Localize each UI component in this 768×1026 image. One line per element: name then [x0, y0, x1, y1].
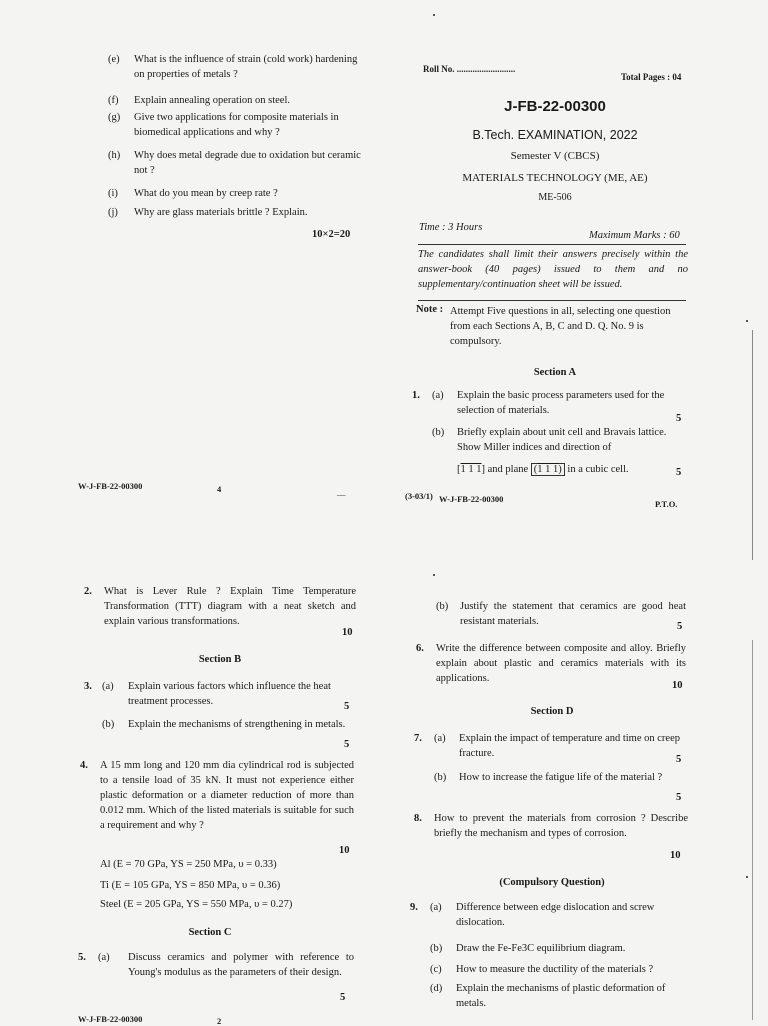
marks: 10: [670, 850, 681, 861]
question-text: How to increase the fatigue life of the material ?: [459, 772, 663, 783]
sub-number: (a): [98, 952, 110, 963]
exam-title: B.Tech. EXAMINATION, 2022: [472, 128, 638, 142]
scan-dot: [746, 320, 748, 322]
divider-bottom: [418, 300, 686, 301]
direction-indices: 1 1 1: [460, 464, 482, 475]
question-text: Explain the mechanisms of plastic deformation of metals.: [456, 983, 666, 1009]
marks-distribution: 10×2=20: [312, 229, 351, 240]
semester: Semester V (CBCS): [510, 150, 600, 162]
compulsory-heading: (Compulsory Question): [499, 877, 605, 888]
question-text: Explain the impact of temperature and time on creep fracture.: [459, 733, 680, 759]
question-number: 6.: [416, 643, 424, 654]
sub-number: (a): [430, 902, 442, 913]
marks: 10: [342, 627, 353, 638]
roll-number: Roll No. ..........................: [423, 64, 516, 74]
question-number: 5.: [78, 952, 86, 963]
marks: 10: [339, 845, 350, 856]
sub-number: (d): [430, 983, 443, 994]
scan-edge-line: [752, 330, 753, 560]
scan-dot: [746, 876, 748, 878]
item-text: Explain annealing operation on steel.: [134, 95, 290, 106]
question-text: Write the difference between composite and alloy. Briefly explain about plastic and ceramics materials with its applications.: [436, 643, 686, 684]
scan-dot: [433, 14, 435, 16]
sub-number: (a): [434, 733, 446, 744]
and-plane-text: and plane: [487, 464, 529, 475]
material-titanium: Ti (E = 105 GPa, YS = 850 MPa, υ = 0.36): [100, 880, 281, 891]
course-code: ME-506: [538, 192, 572, 203]
note-text: Attempt Five questions in all, selecting one question from each Sections A, B, C and D. Q. No. 9 is compulsory.: [450, 306, 671, 347]
item-text: What is the influence of strain (cold work) hardening on properties of metals ?: [134, 54, 358, 80]
scan-edge-line: [752, 640, 753, 1020]
question-number: 9.: [410, 902, 418, 913]
question-text: A 15 mm long and 120 mm dia cylindrical rod is subjected to a tensile load of 35 kN. It must not experience either plastic deformation or a diameter reduction of more than 0.012 mm. Which of the listed materials is suitable for such a requirement and why ?: [100, 760, 354, 831]
question-text: Draw the Fe-Fe3C equilibrium diagram.: [456, 943, 626, 954]
question-text: Explain the mechanisms of strengthening in metals.: [128, 719, 346, 730]
sub-number: (b): [102, 719, 115, 730]
section-a-heading: Section A: [533, 367, 577, 378]
marks: 5: [676, 467, 682, 478]
marks: 5: [676, 413, 682, 424]
page-footer-code: W-J-FB-22-00300: [78, 1014, 143, 1024]
sub-number: (b): [436, 601, 449, 612]
miller-indices-line: [1 1 1] and plane (1 1 1) in a cubic cell.: [457, 464, 629, 475]
marks: 5: [676, 754, 682, 765]
sub-number: (b): [432, 427, 445, 438]
footer-left-code: (3-03/1): [405, 491, 433, 501]
question-number: 7.: [414, 733, 422, 744]
question-text: What is Lever Rule ? Explain Time Temperature Transformation (TTT) diagram with a neat sketch and explain various transformations.: [104, 586, 356, 627]
marks: 10: [672, 680, 683, 691]
sub-number: (a): [432, 390, 444, 401]
subject-title: MATERIALS TECHNOLOGY (ME, AE): [462, 172, 648, 184]
item-number: (j): [108, 207, 118, 218]
question-text: How to measure the ductility of the materials ?: [456, 964, 654, 975]
page-number: 2: [217, 1016, 222, 1026]
page-footer-code: W-J-FB-22-00300: [439, 494, 504, 504]
material-aluminium: Al (E = 70 GPa, YS = 250 MPa, υ = 0.33): [100, 859, 277, 870]
scan-dot: [433, 574, 435, 576]
question-text: How to prevent the materials from corrosion ? Describe briefly the mechanism and types of corrosion.: [434, 813, 688, 839]
item-number: (f): [108, 95, 119, 106]
question-text: Justify the statement that ceramics are good heat resistant materials.: [460, 601, 686, 627]
maximum-marks: Maximum Marks : 60: [589, 230, 680, 241]
instructions: The candidates shall limit their answers precisely within the answer-book (40 pages) issued to them and no supplementary/continuation sheet will be issued.: [418, 249, 688, 290]
question-text: Discuss ceramics and polymer with reference to Young's modulus as the parameters of their design.: [128, 952, 354, 978]
material-steel: Steel (E = 205 GPa, YS = 550 MPa, υ = 0.27): [100, 899, 293, 910]
total-pages: Total Pages : 04: [621, 72, 682, 82]
question-number: 4.: [80, 760, 88, 771]
question-text: Explain the basic process parameters used for the selection of materials.: [457, 390, 665, 416]
marks: 5: [340, 992, 346, 1003]
divider-top: [418, 244, 686, 245]
item-number: (i): [108, 188, 118, 199]
sub-number: (c): [430, 964, 442, 975]
item-number: (g): [108, 112, 121, 123]
marks: 5: [677, 621, 683, 632]
question-number: 8.: [414, 813, 422, 824]
sub-number: (a): [102, 681, 114, 692]
note-label: Note :: [416, 304, 444, 315]
section-c-heading: Section C: [188, 927, 232, 938]
page-footer-code: W-J-FB-22-00300: [78, 481, 143, 491]
cubic-cell-text: in a cubic cell.: [567, 464, 629, 475]
paper-code: J-FB-22-00300: [504, 98, 606, 115]
sub-number: (b): [430, 943, 443, 954]
time-duration: Time : 3 Hours: [419, 222, 483, 233]
section-d-heading: Section D: [530, 706, 574, 717]
item-text: Why does metal degrade due to oxidation but ceramic not ?: [134, 150, 361, 176]
item-text: Give two applications for composite materials in biomedical applications and why ?: [134, 112, 339, 138]
marks: 5: [344, 701, 350, 712]
marks: 5: [676, 792, 682, 803]
item-text: What do you mean by creep rate ?: [134, 188, 278, 199]
question-text: Explain various factors which influence the heat treatment processes.: [128, 681, 331, 707]
plane-indices: 1 1 1: [537, 464, 559, 475]
question-text: Briefly explain about unit cell and Bravais lattice. Show Miller indices and direction of: [457, 427, 667, 453]
item-text: Why are glass materials brittle ? Explain.: [134, 207, 308, 218]
item-number: (e): [108, 54, 120, 65]
question-number: 2.: [84, 586, 92, 597]
sub-number: (b): [434, 772, 447, 783]
pto-label: P.T.O.: [655, 499, 678, 509]
question-number: 3.: [84, 681, 92, 692]
page-number: 4: [217, 484, 222, 494]
section-b-heading: Section B: [198, 654, 242, 665]
footer-dash: —: [337, 489, 346, 499]
marks: 5: [344, 739, 350, 750]
question-text: Difference between edge dislocation and screw dislocation.: [456, 902, 655, 928]
question-number: 1.: [412, 390, 420, 401]
item-number: (h): [108, 150, 121, 161]
